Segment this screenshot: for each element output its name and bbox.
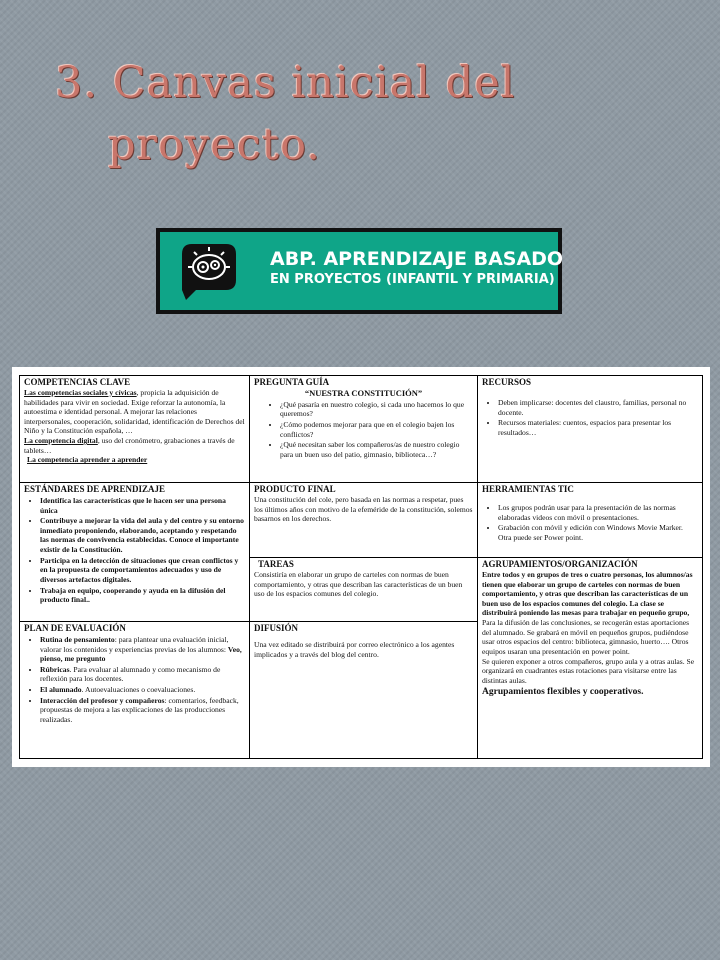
difusion-text: Una vez editado se distribuirá por correo electrónico a los agentes implicados y a través del blog del centro. [254,639,455,659]
difusion-heading: DIFUSIÓN [254,623,299,633]
estandares-item: • Contribuye a mejorar la vida del aula y del centro y su entorno inmediato proponiendo, elaborando, aceptando y respetando las normas de convivencia establecidas. Conoce el importante existir de la Constitución. [40,516,245,555]
evaluacion-item-bold: Interacción del profesor y compañeros [40,695,165,705]
tareas-text: Consistiría en elaborar un grupo de carteles con normas de buen comportamiento, y otras que describan las características de un buen uso de los espacios comunes del colegio. [254,569,463,599]
estandares-cell [20,483,249,621]
banner-subtitle: EN PROYECTOS (INFANTIL Y PRIMARIA) [270,272,555,287]
evaluacion-heading: PLAN DE EVALUACIÓN [24,623,126,633]
estandares-item: • Trabaja en equipo, cooperando y ayuda en la difusión del producto final.. [40,586,245,605]
agrupamientos-text3: Se quieren exponer a otros compañeros, grupo aula y a otras aulas. Se organizará en cuadrantes estas rotaciones para visitarse entre las distintas aulas. [482,656,695,685]
recursos-heading: RECURSOS [482,377,532,387]
agrupamientos-bold-text: Entre todos y en grupos de tres o cuatro personas, los alumnos/as tienen que elaborar un grupo de carteles con normas de buen comportamiento, y otras que describan las características de un buen uso de los espacios comunes del colegio. La clase se distribuirá poniendo las mesas para trabajar en pequeño grupo, [482,569,693,618]
pregunta-item: • ¿Qué pasaría en nuestro colegio, si cada uno hacemos lo que queremos? [280,400,473,419]
evaluacion-item [40,696,245,725]
estandares-item: • Identifica las características que le hacen ser una persona única [40,496,245,515]
evaluacion-item [40,685,245,695]
pregunta-item: • ¿Cómo podemos mejorar para que en el colegio bajen los conflictos? [280,420,473,439]
herramientas-item: • Los grupos podrán usar para la presentación de las normas elaboradas videos con móvil o presentaciones. [498,503,698,522]
tareas-cell [250,558,477,621]
agrupamientos-heading: AGRUPAMIENTOS/ORGANIZACIÓN [482,559,638,569]
herramientas-item: • Grabación con móvil y edición con Windows Movie Marker. Otra puede ser Power point. [498,523,698,542]
recursos-item: • Deben implicarse: docentes del claustro, familias, personal no docente. [498,398,698,417]
pregunta-subtitle: “NUESTRA CONSTITUCIÓN” [304,387,423,398]
slide-title-line1: 3. Canvas inicial del [55,58,516,108]
evaluacion-item-bold: Rutina de pensamiento [40,634,115,644]
evaluacion-cell [20,622,249,758]
evaluacion-item-text: . Para evaluar al alumnado y como mecanismo de reflexión para los docentes. [40,664,221,684]
pregunta-item: • ¿Qué necesitan saber los compañeros/as de nuestro colegio para un buen uso del patio, gimnasio, biblioteca…? [280,440,473,459]
agrupamientos-closing: Agrupamientos flexibles y cooperativos. [482,686,644,697]
competencia-digital-link: La competencia digital [24,436,98,446]
producto-heading: PRODUCTO FINAL [254,484,336,494]
producto-text: Una constitución del cole, pero basada en las normas a respetar, pues los últimos años con motivo de la efeméride de la constitución, solemos basarnos en los derechos. [254,494,473,524]
banner-title: ABP. APRENDIZAJE BASADO [270,248,564,270]
evaluacion-item-bold: Rúbricas [40,664,70,674]
canvas-table [19,375,703,759]
evaluacion-item-bold: El alumnado [40,685,82,695]
evaluacion-item [40,665,245,684]
tareas-heading: TAREAS [258,559,294,569]
pregunta-heading: PREGUNTA GUÍA [254,377,330,387]
recursos-item: • Recursos materiales: cuentos, espacios para presentar los resultados… [498,418,698,437]
competencias-heading: COMPETENCIAS CLAVE [24,377,131,387]
slide-title-line2: proyecto. [108,120,321,170]
estandares-heading: ESTÁNDARES DE APRENDIZAJE [24,484,166,494]
competencias-cell [20,376,249,482]
agrupamientos-cell [478,558,702,758]
difusion-cell [250,622,477,758]
evaluacion-item-text: : para plantear una evaluación inicial, valorar los contenidos y experiencias previas de los alumnos: [40,634,229,654]
evaluacion-item-text: . Autoevaluaciones o coevaluaciones. [81,685,196,695]
competencia-digital-text: , uso del cronómetro, grabaciones a través de tablets… [24,436,235,455]
abp-banner [156,228,562,314]
herramientas-heading: HERRAMIENTAS TIC [482,484,574,494]
competencias-sociales-text: , propicia la adquisición de habilidades para vivir en sociedad. Exige reforzar la autonomía, la autoestima e identidad personal. A mejorar las relaciones interpersonales, cooperación, solidaridad, identificación de Derechos del Niño y la Constitución española, … [24,387,245,436]
brain-gears-icon [178,240,240,302]
estandares-item: • Participa en la detección de situaciones que crean conflictos y en la propuesta de comportamientos adecuados y uso de diversos artefactos digitales. [40,556,245,585]
evaluacion-item-text: : comentarios, feedback, propuestas de mejora a las explicaciones de las producciones realizadas. [40,695,239,725]
agrupamientos-text2: Para la difusión de las conclusiones, se recogerán estas aportaciones del alumnado. Se grabará en móvil en pequeños grupos, pudiéndose usar otros espacios del centro: biblioteca, gimnasio, huerto…. Otros equipos usaran una presentación en power point. [482,618,690,657]
canvas-document [12,367,710,767]
recursos-cell [478,376,702,482]
evaluacion-item [40,635,245,664]
competencia-aprender-link: La competencia aprender a aprender [27,455,148,465]
competencias-sociales-link: Las competencias sociales y cívicas [24,387,137,397]
herramientas-cell [478,483,702,557]
producto-cell [250,483,477,557]
evaluacion-item-bold2: Veo, pienso, me pregunto [40,644,242,664]
pregunta-cell [250,376,477,482]
